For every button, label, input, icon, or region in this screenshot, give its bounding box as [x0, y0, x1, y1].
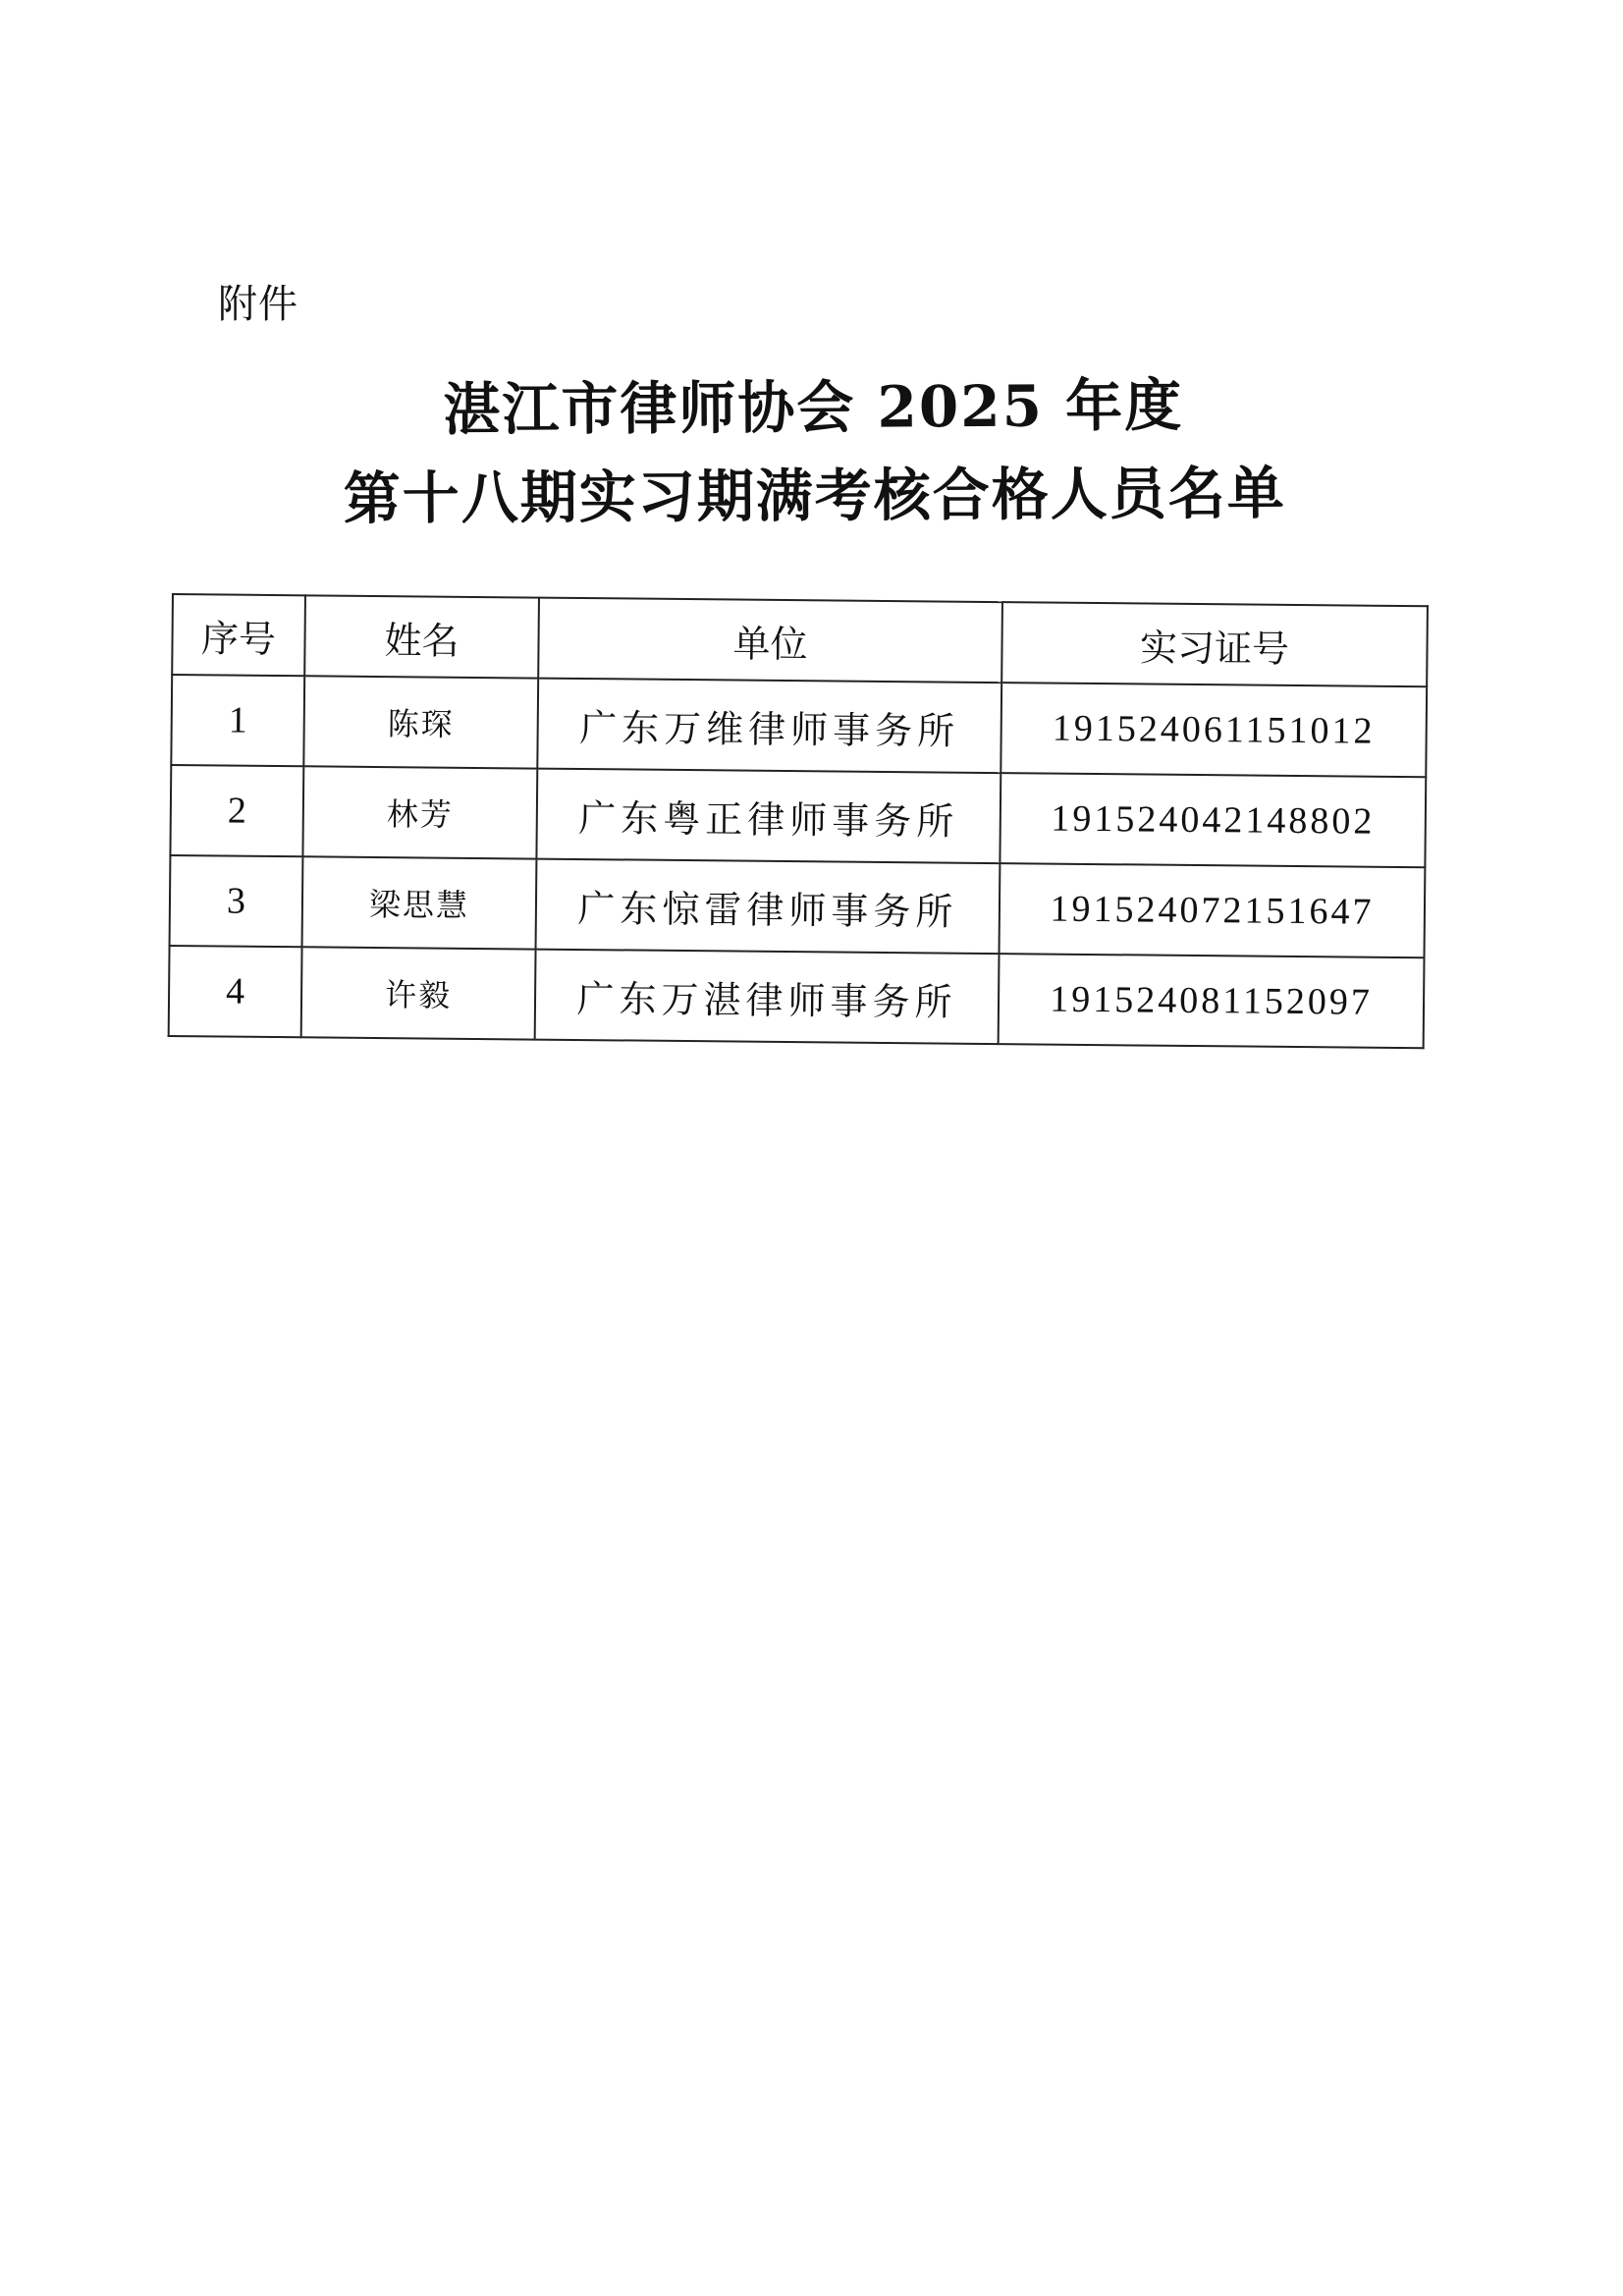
cell-unit: 广东万维律师事务所	[537, 679, 1001, 774]
cell-name: 梁思慧	[302, 856, 537, 949]
table-row	[169, 946, 1425, 1048]
cell-cert: 191524072151647	[1000, 863, 1426, 957]
cell-unit: 广东惊雷律师事务所	[536, 859, 1001, 955]
cell-unit: 广东粤正律师事务所	[536, 769, 1001, 864]
table-row	[170, 855, 1426, 957]
cell-name: 许毅	[301, 947, 536, 1039]
title-line-1: 湛江市律师协会 2025 年度	[443, 371, 1184, 444]
document-title	[0, 358, 1623, 545]
cell-seq: 3	[170, 855, 303, 947]
roster-table-container	[168, 593, 1427, 1049]
header-seq: 序号	[172, 594, 305, 676]
cell-cert: 191524042148802	[1000, 773, 1426, 867]
table-header-row	[172, 594, 1428, 686]
cell-cert: 191524081152097	[999, 954, 1425, 1048]
header-name: 姓名	[304, 595, 539, 678]
table-row	[171, 675, 1427, 777]
header-unit: 单位	[538, 598, 1002, 683]
cell-unit: 广东万湛律师事务所	[535, 950, 1000, 1045]
cell-cert: 191524061151012	[1001, 683, 1427, 777]
table-row	[170, 765, 1426, 867]
header-cert: 实习证号	[1001, 602, 1428, 686]
cell-name: 陈琛	[303, 676, 538, 768]
cell-seq: 2	[170, 765, 303, 856]
attachment-label: 附件	[218, 282, 298, 327]
cell-name: 林芳	[302, 766, 537, 858]
roster-table	[168, 593, 1429, 1049]
cell-seq: 4	[169, 946, 302, 1037]
cell-seq: 1	[171, 675, 304, 766]
title-line-2: 第十八期实习期满考核合格人员名单	[343, 460, 1286, 532]
